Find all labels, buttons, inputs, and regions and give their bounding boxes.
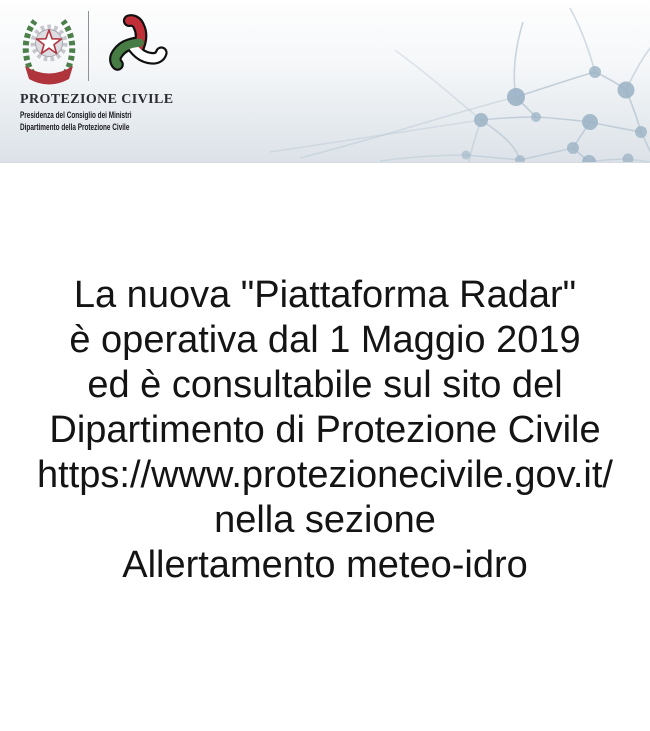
- site-url[interactable]: https://www.protezionecivile.gov.it/: [37, 454, 613, 496]
- italian-republic-emblem-icon: [20, 10, 78, 89]
- announcement-line-3: ed è consultabile sul sito del: [87, 364, 563, 406]
- announcement-line-1: La nuova "Piattaforma Radar": [73, 274, 577, 316]
- announcement-line-7: Allertamento meteo-idro: [122, 544, 528, 586]
- announcement-line-4: Dipartimento di Protezione Civile: [49, 409, 601, 451]
- network-decoration-icon: [230, 0, 650, 162]
- brand-subtitle-2: Dipartimento della Protezione Civile: [20, 121, 130, 133]
- logo-divider: [88, 11, 89, 81]
- logo-row: [20, 9, 185, 89]
- header-banner: [0, 0, 650, 163]
- announcement-line-6: nella sezione: [214, 499, 436, 541]
- brand-title: PROTEZIONE CIVILE: [20, 92, 174, 107]
- protezione-civile-logo-icon: [100, 10, 172, 80]
- brand-block: [20, 9, 185, 133]
- announcement-line-2: è operativa dal 1 Maggio 2019: [69, 319, 581, 361]
- announcement: [0, 273, 650, 588]
- brand-subtitle-1: Presidenza del Consiglio dei Ministri: [20, 110, 132, 121]
